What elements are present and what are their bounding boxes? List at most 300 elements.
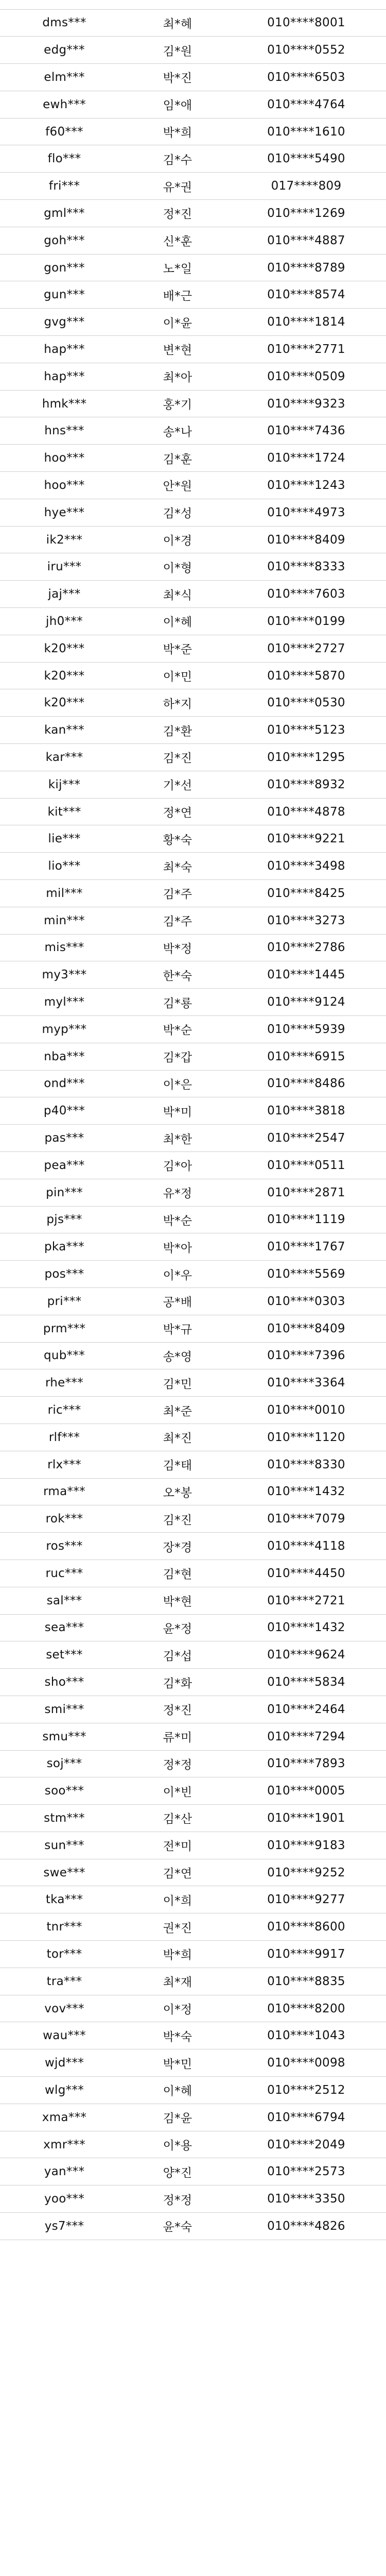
user-id-cell: min*** [0, 907, 129, 934]
masked-phone-cell: 010****0552 [226, 37, 386, 64]
masked-name-cell: 장*경 [129, 1533, 226, 1560]
user-id-cell: rma*** [0, 1478, 129, 1505]
masked-name-cell: 이*희 [129, 1886, 226, 1913]
user-id-cell: sho*** [0, 1669, 129, 1696]
masked-name-cell: 정*연 [129, 798, 226, 825]
masked-phone-cell: 010****2771 [226, 336, 386, 363]
user-id-cell: ewh*** [0, 91, 129, 118]
masked-name-cell: 정*진 [129, 1696, 226, 1723]
masked-phone-cell: 010****9252 [226, 1859, 386, 1886]
masked-phone-cell: 010****9124 [226, 989, 386, 1016]
winner-row [0, 1587, 386, 1614]
winner-row [0, 9, 386, 37]
masked-name-cell: 신*훈 [129, 227, 226, 254]
masked-name-cell: 유*정 [129, 1179, 226, 1206]
user-id-cell: rhe*** [0, 1369, 129, 1397]
masked-phone-cell: 010****9221 [226, 825, 386, 853]
winner-row [0, 145, 386, 173]
winner-row [0, 1206, 386, 1233]
user-id-cell: gml*** [0, 200, 129, 227]
masked-phone-cell: 010****1767 [226, 1233, 386, 1261]
masked-name-cell: 박*규 [129, 1315, 226, 1342]
masked-phone-cell: 010****2464 [226, 1696, 386, 1723]
winner-row [0, 1913, 386, 1941]
user-id-cell: k20*** [0, 635, 129, 662]
masked-name-cell: 안*원 [129, 472, 226, 499]
winner-row [0, 2077, 386, 2104]
masked-phone-cell: 010****7893 [226, 1750, 386, 1777]
winner-row [0, 2022, 386, 2049]
user-id-cell: pas*** [0, 1125, 129, 1152]
masked-phone-cell: 010****8932 [226, 771, 386, 798]
winner-row [0, 1478, 386, 1505]
masked-phone-cell: 010****5870 [226, 662, 386, 689]
winner-row [0, 336, 386, 363]
masked-name-cell: 김*태 [129, 1451, 226, 1478]
winner-row [0, 1832, 386, 1859]
winner-row [0, 526, 386, 553]
user-id-cell: tor*** [0, 1941, 129, 1968]
winner-row [0, 1750, 386, 1777]
user-id-cell: swe*** [0, 1859, 129, 1886]
masked-phone-cell: 010****4450 [226, 1560, 386, 1587]
winner-row [0, 907, 386, 934]
winner-row [0, 417, 386, 445]
masked-name-cell: 박*아 [129, 1233, 226, 1261]
winner-row [0, 173, 386, 200]
winner-row [0, 689, 386, 717]
user-id-cell: kan*** [0, 717, 129, 744]
masked-phone-cell: 010****8425 [226, 880, 386, 907]
winner-row [0, 1287, 386, 1315]
user-id-cell: gvg*** [0, 309, 129, 336]
winner-row [0, 2158, 386, 2185]
masked-phone-cell: 010****3818 [226, 1097, 386, 1125]
user-id-cell: f60*** [0, 118, 129, 145]
winner-row [0, 1805, 386, 1832]
user-id-cell: nba*** [0, 1043, 129, 1070]
winner-row [0, 1886, 386, 1913]
masked-phone-cell: 010****8574 [226, 281, 386, 309]
masked-phone-cell: 010****2721 [226, 1587, 386, 1614]
masked-name-cell: 이*혜 [129, 2077, 226, 2104]
user-id-cell: goh*** [0, 227, 129, 254]
masked-name-cell: 최*식 [129, 581, 226, 608]
masked-phone-cell: 010****2871 [226, 1179, 386, 1206]
masked-name-cell: 김*진 [129, 744, 226, 771]
winner-row [0, 1968, 386, 1995]
user-id-cell: smu*** [0, 1723, 129, 1750]
masked-phone-cell: 010****8486 [226, 1070, 386, 1097]
user-id-cell: ys7*** [0, 2213, 129, 2240]
masked-name-cell: 김*갑 [129, 1043, 226, 1070]
masked-name-cell: 박*숙 [129, 2022, 226, 2049]
user-id-cell: kij*** [0, 771, 129, 798]
user-id-cell: sea*** [0, 1614, 129, 1641]
masked-name-cell: 유*권 [129, 173, 226, 200]
user-id-cell: sun*** [0, 1832, 129, 1859]
winner-row [0, 2185, 386, 2213]
winner-row [0, 64, 386, 91]
user-id-cell: myl*** [0, 989, 129, 1016]
masked-phone-cell: 010****0098 [226, 2049, 386, 2077]
masked-name-cell: 김*주 [129, 907, 226, 934]
masked-phone-cell: 010****7396 [226, 1342, 386, 1369]
user-id-cell [0, 0, 129, 9]
masked-name-cell: 김*수 [129, 145, 226, 173]
user-id-cell: yoo*** [0, 2185, 129, 2213]
masked-phone-cell: 010****8200 [226, 1995, 386, 2022]
masked-phone-cell: 010****9277 [226, 1886, 386, 1913]
user-id-cell: k20*** [0, 689, 129, 717]
masked-name-cell: 윤*숙 [129, 2213, 226, 2240]
masked-name-cell: 김*원 [129, 37, 226, 64]
masked-phone-cell: 010****1432 [226, 1614, 386, 1641]
winner-row [0, 91, 386, 118]
masked-name-cell: 정*정 [129, 1750, 226, 1777]
winner-row [0, 1560, 386, 1587]
masked-name-cell [129, 0, 226, 9]
winner-row [0, 662, 386, 689]
masked-name-cell: 김*화 [129, 1669, 226, 1696]
masked-name-cell: 노*일 [129, 254, 226, 281]
masked-phone-cell: 010****7603 [226, 581, 386, 608]
masked-phone-cell: 010****8330 [226, 1451, 386, 1478]
masked-phone-cell: 010****5123 [226, 717, 386, 744]
masked-name-cell: 박*준 [129, 635, 226, 662]
masked-phone-cell: 010****1043 [226, 2022, 386, 2049]
masked-name-cell: 기*선 [129, 771, 226, 798]
winner-row [0, 1097, 386, 1125]
winner-row [0, 635, 386, 662]
masked-phone-cell: 010****0199 [226, 608, 386, 635]
winner-row [0, 1641, 386, 1669]
masked-name-cell: 김*성 [129, 499, 226, 526]
winner-row [0, 200, 386, 227]
masked-name-cell: 박*현 [129, 1587, 226, 1614]
masked-phone-cell: 010****9323 [226, 390, 386, 417]
masked-name-cell: 이*형 [129, 553, 226, 581]
masked-phone-cell: 010****1120 [226, 1423, 386, 1451]
masked-phone-cell: 010****5490 [226, 145, 386, 173]
masked-name-cell: 박*미 [129, 1097, 226, 1125]
winner-row [0, 1859, 386, 1886]
user-id-cell: qub*** [0, 1342, 129, 1369]
winner-row [0, 363, 386, 390]
masked-name-cell: 오*봉 [129, 1478, 226, 1505]
masked-name-cell: 이*민 [129, 662, 226, 689]
winner-row [0, 1233, 386, 1261]
winner-row [0, 934, 386, 961]
masked-phone-cell: 010****1445 [226, 961, 386, 989]
masked-phone-cell: 010****9624 [226, 1641, 386, 1669]
user-id-cell: smi*** [0, 1696, 129, 1723]
winner-row [0, 281, 386, 309]
masked-phone-cell: 010****0005 [226, 1777, 386, 1805]
winner-row [0, 1533, 386, 1560]
winner-row [0, 1043, 386, 1070]
masked-name-cell: 박*진 [129, 64, 226, 91]
masked-name-cell: 류*미 [129, 1723, 226, 1750]
masked-phone-cell: 010****1814 [226, 309, 386, 336]
masked-phone-cell: 010****8409 [226, 526, 386, 553]
masked-phone-cell: 010****8600 [226, 1913, 386, 1941]
user-id-cell: xmr*** [0, 2131, 129, 2158]
user-id-cell: lio*** [0, 853, 129, 880]
masked-name-cell: 최*준 [129, 1397, 226, 1424]
winner-row [0, 608, 386, 635]
masked-phone-cell: 010****1610 [226, 118, 386, 145]
masked-phone-cell: 010****0530 [226, 689, 386, 717]
winner-row [0, 390, 386, 417]
user-id-cell: gon*** [0, 254, 129, 281]
masked-phone-cell: 010****3364 [226, 1369, 386, 1397]
user-id-cell: soo*** [0, 1777, 129, 1805]
user-id-cell: k20*** [0, 662, 129, 689]
winner-row [0, 553, 386, 581]
masked-phone-cell: 010****1901 [226, 1805, 386, 1832]
user-id-cell: wau*** [0, 2022, 129, 2049]
masked-name-cell: 변*현 [129, 336, 226, 363]
user-id-cell: xma*** [0, 2104, 129, 2131]
user-id-cell: set*** [0, 1641, 129, 1669]
masked-phone-cell: 010****7294 [226, 1723, 386, 1750]
user-id-cell: pos*** [0, 1261, 129, 1288]
masked-phone-cell: 010****6794 [226, 2104, 386, 2131]
masked-phone-cell: 010****0303 [226, 1287, 386, 1315]
masked-phone-cell: 010****2573 [226, 2158, 386, 2185]
masked-phone-cell: 010****6503 [226, 64, 386, 91]
masked-phone-cell: 010****3273 [226, 907, 386, 934]
user-id-cell: p40*** [0, 1097, 129, 1125]
masked-name-cell: 최*아 [129, 363, 226, 390]
masked-name-cell: 이*정 [129, 1995, 226, 2022]
masked-phone-cell: 010****1119 [226, 1206, 386, 1233]
masked-name-cell: 박*정 [129, 934, 226, 961]
user-id-cell: wjd*** [0, 2049, 129, 2077]
user-id-cell: fri*** [0, 173, 129, 200]
user-id-cell: mis*** [0, 934, 129, 961]
masked-name-cell: 송*영 [129, 1342, 226, 1369]
masked-phone-cell: 010****2786 [226, 934, 386, 961]
user-id-cell: flo*** [0, 145, 129, 173]
masked-name-cell: 하*지 [129, 689, 226, 717]
masked-name-cell: 박*희 [129, 1941, 226, 1968]
user-id-cell: pjs*** [0, 1206, 129, 1233]
user-id-cell: sal*** [0, 1587, 129, 1614]
masked-name-cell: 이*은 [129, 1070, 226, 1097]
masked-phone-cell: 010****6915 [226, 1043, 386, 1070]
winner-row [0, 1342, 386, 1369]
masked-phone-cell: 010****7436 [226, 417, 386, 445]
masked-phone-cell: 010****1243 [226, 472, 386, 499]
masked-phone-cell: 010****4973 [226, 499, 386, 526]
user-id-cell: yan*** [0, 2158, 129, 2185]
user-id-cell: prm*** [0, 1315, 129, 1342]
winner-row [0, 1151, 386, 1179]
masked-name-cell: 김*환 [129, 717, 226, 744]
user-id-cell: kar*** [0, 744, 129, 771]
winner-row [0, 581, 386, 608]
masked-phone-cell: 010****8409 [226, 1315, 386, 1342]
winner-row [0, 499, 386, 526]
masked-name-cell: 박*순 [129, 1206, 226, 1233]
user-id-cell: hoo*** [0, 445, 129, 472]
user-id-cell: ik2*** [0, 526, 129, 553]
masked-name-cell: 최*재 [129, 1968, 226, 1995]
winner-row [0, 717, 386, 744]
winner-row [0, 1125, 386, 1152]
user-id-cell: ros*** [0, 1533, 129, 1560]
winner-row [0, 1777, 386, 1805]
masked-name-cell: 배*근 [129, 281, 226, 309]
winner-row [0, 1070, 386, 1097]
user-id-cell: hoo*** [0, 472, 129, 499]
user-id-cell: gun*** [0, 281, 129, 309]
masked-name-cell: 이*용 [129, 2131, 226, 2158]
winner-row [0, 1669, 386, 1696]
winner-row [0, 227, 386, 254]
winner-row [0, 1015, 386, 1043]
masked-phone-cell: 010****0010 [226, 1397, 386, 1424]
masked-name-cell: 김*훈 [129, 445, 226, 472]
masked-name-cell: 양*진 [129, 2158, 226, 2185]
masked-name-cell: 김*섭 [129, 1641, 226, 1669]
masked-name-cell: 김*진 [129, 1505, 226, 1533]
masked-name-cell: 전*미 [129, 1832, 226, 1859]
winner-row [0, 1941, 386, 1968]
masked-name-cell: 최*혜 [129, 9, 226, 37]
masked-name-cell: 최*숙 [129, 853, 226, 880]
user-id-cell: hap*** [0, 363, 129, 390]
masked-name-cell: 김*연 [129, 1859, 226, 1886]
user-id-cell: tka*** [0, 1886, 129, 1913]
masked-phone-cell: 010****2727 [226, 635, 386, 662]
user-id-cell: kit*** [0, 798, 129, 825]
user-id-cell: pin*** [0, 1179, 129, 1206]
masked-name-cell: 홍*기 [129, 390, 226, 417]
masked-phone-cell: 010****0509 [226, 363, 386, 390]
winner-row [0, 798, 386, 825]
winner-row [0, 2213, 386, 2240]
user-id-cell: jaj*** [0, 581, 129, 608]
masked-name-cell: 권*진 [129, 1913, 226, 1941]
user-id-cell: mil*** [0, 880, 129, 907]
masked-phone-cell: 010****8835 [226, 1968, 386, 1995]
user-id-cell: myp*** [0, 1015, 129, 1043]
masked-name-cell: 김*현 [129, 1560, 226, 1587]
winner-row [0, 1995, 386, 2022]
winner-row [0, 2049, 386, 2077]
masked-phone-cell: 010****2547 [226, 1125, 386, 1152]
masked-name-cell: 정*진 [129, 200, 226, 227]
masked-phone-cell: 010****2512 [226, 2077, 386, 2104]
user-id-cell: tra*** [0, 1968, 129, 1995]
winner-row [0, 2104, 386, 2131]
user-id-cell: iru*** [0, 553, 129, 581]
masked-phone-cell: 010****1724 [226, 445, 386, 472]
user-id-cell: vov*** [0, 1995, 129, 2022]
user-id-cell: ond*** [0, 1070, 129, 1097]
winner-row [0, 37, 386, 64]
user-id-cell: ric*** [0, 1397, 129, 1424]
masked-phone-cell [226, 0, 386, 9]
masked-phone-cell: 010****4878 [226, 798, 386, 825]
user-id-cell: edg*** [0, 37, 129, 64]
user-id-cell: dms*** [0, 9, 129, 37]
user-id-cell: pka*** [0, 1233, 129, 1261]
masked-phone-cell: 010****4764 [226, 91, 386, 118]
winner-row [0, 309, 386, 336]
winner-row [0, 1614, 386, 1641]
user-id-cell: hap*** [0, 336, 129, 363]
user-id-cell: jh0*** [0, 608, 129, 635]
winner-row [0, 989, 386, 1016]
winner-row [0, 771, 386, 798]
masked-name-cell: 황*숙 [129, 825, 226, 853]
masked-name-cell: 박*희 [129, 118, 226, 145]
winner-row [0, 472, 386, 499]
masked-name-cell: 김*윤 [129, 2104, 226, 2131]
masked-name-cell: 최*한 [129, 1125, 226, 1152]
user-id-cell: my3*** [0, 961, 129, 989]
winner-row [0, 1505, 386, 1533]
user-id-cell: hmk*** [0, 390, 129, 417]
masked-name-cell: 이*우 [129, 1261, 226, 1288]
masked-name-cell: 박*민 [129, 2049, 226, 2077]
masked-name-cell: 공*배 [129, 1287, 226, 1315]
user-id-cell: hye*** [0, 499, 129, 526]
winner-row [0, 825, 386, 853]
masked-phone-cell: 010****9183 [226, 1832, 386, 1859]
user-id-cell: pea*** [0, 1151, 129, 1179]
winner-row [0, 254, 386, 281]
masked-name-cell: 김*아 [129, 1151, 226, 1179]
user-id-cell: stm*** [0, 1805, 129, 1832]
masked-phone-cell: 010****1295 [226, 744, 386, 771]
winner-row [0, 1423, 386, 1451]
masked-name-cell: 송*나 [129, 417, 226, 445]
masked-phone-cell: 010****4887 [226, 227, 386, 254]
masked-phone-cell: 010****5939 [226, 1015, 386, 1043]
masked-phone-cell: 010****1432 [226, 1478, 386, 1505]
user-id-cell: tnr*** [0, 1913, 129, 1941]
masked-phone-cell: 010****1269 [226, 200, 386, 227]
masked-phone-cell: 010****5834 [226, 1669, 386, 1696]
winner-row [0, 853, 386, 880]
masked-name-cell: 이*경 [129, 526, 226, 553]
user-id-cell: rok*** [0, 1505, 129, 1533]
user-id-cell: elm*** [0, 64, 129, 91]
winner-row [0, 744, 386, 771]
winner-row [0, 0, 386, 9]
masked-phone-cell: 017****809 [226, 173, 386, 200]
masked-name-cell: 김*산 [129, 1805, 226, 1832]
masked-name-cell: 박*순 [129, 1015, 226, 1043]
user-id-cell: rlf*** [0, 1423, 129, 1451]
masked-name-cell: 이*빈 [129, 1777, 226, 1805]
user-id-cell: soj*** [0, 1750, 129, 1777]
winner-row [0, 1696, 386, 1723]
masked-phone-cell: 010****9917 [226, 1941, 386, 1968]
winner-row [0, 961, 386, 989]
winner-row [0, 1261, 386, 1288]
masked-name-cell: 김*민 [129, 1369, 226, 1397]
user-id-cell: pri*** [0, 1287, 129, 1315]
masked-name-cell: 이*혜 [129, 608, 226, 635]
masked-phone-cell: 010****8333 [226, 553, 386, 581]
masked-phone-cell: 010****7079 [226, 1505, 386, 1533]
